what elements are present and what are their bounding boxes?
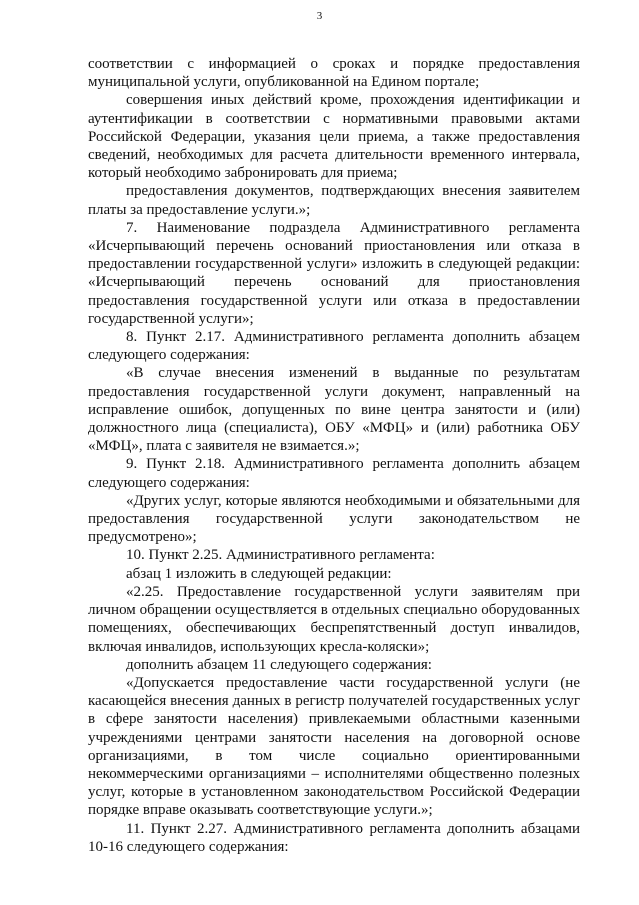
paragraph: 7. Наименование подраздела Административного регламента «Исчерпывающий перечень оснований приостановления или отказа в предоставлении государственной услуги» изложить в следующей редакции: «Исчерпывающий перечень оснований для приостановления предоставления государственной услуги или отказа в предоставлении государственной услуги»; [88, 219, 580, 327]
page-number: 3 [316, 10, 323, 22]
paragraph: 11. Пункт 2.27. Административного регламента дополнить абзацами 10-16 следующего содержания: [88, 820, 580, 855]
paragraph: 9. Пункт 2.18. Административного регламента дополнить абзацем следующего содержания: [88, 456, 580, 491]
paragraph: 10. Пункт 2.25. Административного регламента: [126, 547, 435, 564]
paragraph: «Других услуг, которые являются необходимыми и обязательными для предоставления государственной услуги законодательством не предусмотрено»; [88, 492, 580, 546]
paragraph: «Допускается предоставление части государственной услуги (не касающейся внесения данных в регистр получателей государственных услуг в сфере занятости населения) привлекаемыми областными казенными учреждениями центрами занятости населения на договорной основе организациями, в том числе социально ориентированными некоммерческими организациями – исполнителями общественно полезных услуг, которые в установленном законодательством Российской Федерации порядке вправе оказывать соответствующие услуги.»; [88, 674, 580, 819]
paragraph: дополнить абзацем 11 следующего содержания: [126, 656, 432, 673]
paragraph: «2.25. Предоставление государственной услуги заявителям при личном обращении осуществляется в отдельных специально оборудованных помещениях, обеспечивающих беспрепятственный доступ инвалидов, включая инвалидов, использующих кресла-коляски»; [88, 583, 580, 655]
paragraph: абзац 1 изложить в следующей редакции: [126, 565, 392, 582]
document-body [88, 55, 580, 856]
paragraph: соответствии с информацией о сроках и порядке предоставления муниципальной услуги, опубликованной на Едином портале; [88, 56, 580, 91]
paragraph: «В случае внесения изменений в выданные по результатам предоставления государственной услуги документ, направленный на исправление ошибок, допущенных по вине центра занятости и (или) должностного лица (специалиста), ОБУ «МФЦ» и (или) работника ОБУ «МФЦ», плата с заявителя не взимается.»; [88, 365, 580, 455]
paragraph: совершения иных действий кроме, прохождения идентификации и аутентификации в соответствии с нормативными правовыми актами Российской Федерации, указания цели приема, а также предоставления сведений, необходимых для расчета длительности временного интервала, который необходимо забронировать для приема; [88, 92, 580, 182]
paragraph: 8. Пункт 2.17. Административного регламента дополнить абзацем следующего содержания: [88, 329, 580, 364]
paragraph: предоставления документов, подтверждающих внесения заявителем платы за предоставление услуги.»; [88, 183, 580, 218]
